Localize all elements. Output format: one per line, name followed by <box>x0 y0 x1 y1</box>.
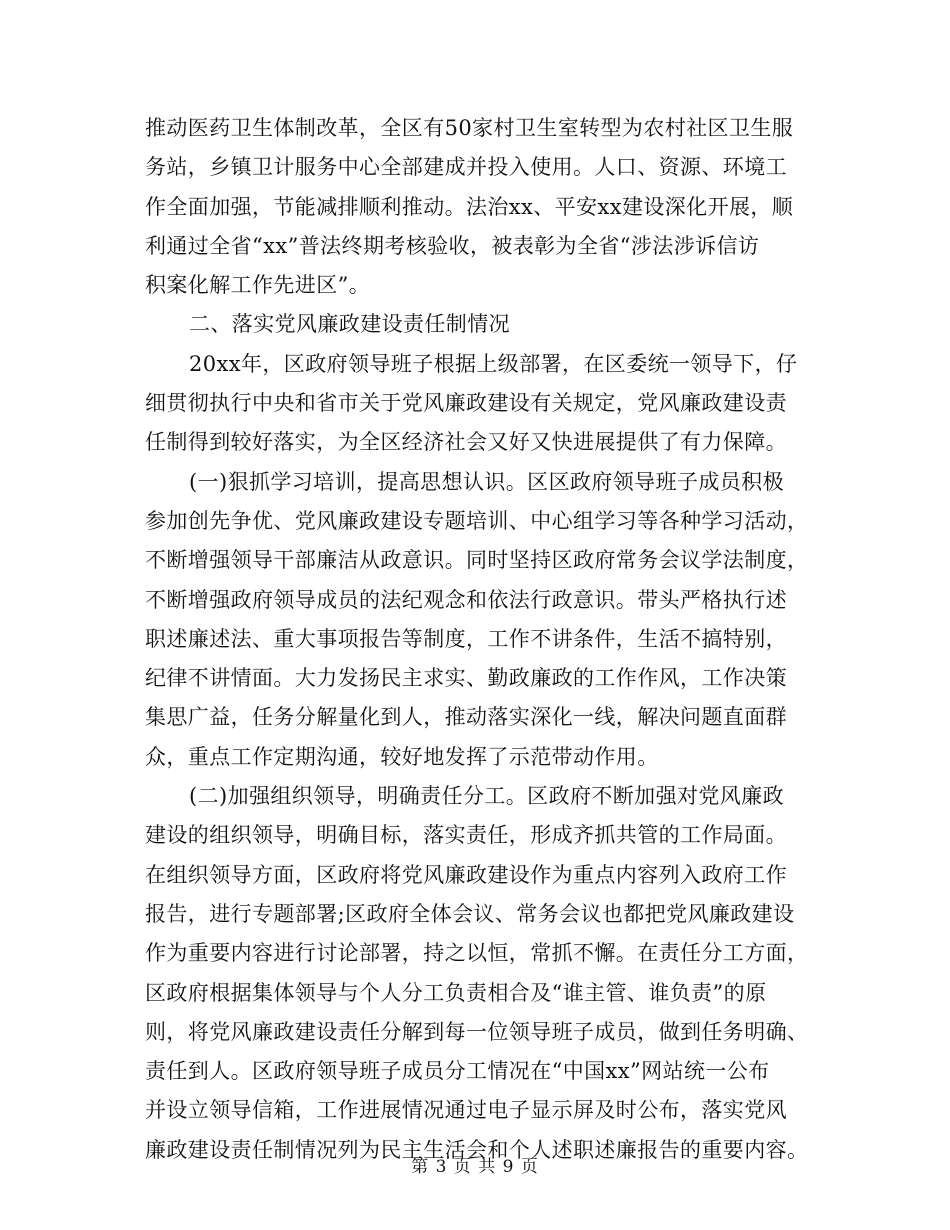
text-line: 职述廉述法、重大事项报告等制度，工作不讲条件，生活不搞特别， <box>145 626 787 651</box>
text-line: 建设的组织领导，明确目标，落实责任，形成齐抓共管的工作局面。 <box>145 823 787 848</box>
text-line: 任制得到较好落实，为全区经济社会又好又快进展提供了有力保障。 <box>145 430 787 455</box>
page-number: 第 3 页 共 9 页 <box>411 1157 539 1177</box>
text-line: 细贯彻执行中央和省市关于党风廉政建设有关规定，党风廉政建设责 <box>145 391 787 416</box>
text-line: 利通过全省“xx”普法终期考核验收，被表彰为全省“涉法涉诉信访 <box>145 233 760 258</box>
page-footer <box>0 1152 950 1177</box>
text-line: 报告，进行专题部署;区政府全体会议、常务会议也都把党风廉政建设 <box>145 901 795 926</box>
text-line: 区政府根据集体领导与个人分工负责相合及“谁主管、谁负责”的原 <box>145 980 767 1005</box>
text-line: 并设立领导信箱，工作进展情况通过电子显示屏及时公布，落实党风 <box>145 1098 787 1123</box>
text-line: 不断增强政府领导成员的法纪观念和依法行政意识。带头严格执行述 <box>145 587 787 612</box>
text-line: 廉政建设责任制情况列为民主生活会和个人述职述廉报告的重要内容。 <box>145 1137 809 1162</box>
section-heading: 二、落实党风廉政建设责任制情况 <box>189 312 510 337</box>
text-line: 责任到人。区政府领导班子成员分工情况在“中国xx”网站统一公布 <box>145 1059 770 1084</box>
text-line: (一)狠抓学习培训，提高思想认识。区区政府领导班子成员积极 <box>189 469 784 494</box>
text-line: 推动医药卫生体制改革，全区有50家村卫生室转型为农村社区卫生服 <box>145 116 794 140</box>
text-line: 在组织领导方面，区政府将党风廉政建设作为重点内容列入政府工作 <box>145 862 787 887</box>
text-line: 20xx年，区政府领导班子根据上级部署，在区委统一领导下，仔 <box>189 351 798 376</box>
text-line: 纪律不讲情面。大力发扬民主求实、勤政廉政的工作作风，工作决策 <box>145 666 787 691</box>
text-line: (二)加强组织领导，明确责任分工。区政府不断加强对党风廉政 <box>189 784 784 809</box>
text-line: 则，将党风廉政建设责任分解到每一位领导班子成员，做到任务明确、 <box>145 1019 809 1044</box>
text-line: 集思广益，任务分解量化到人，推动落实深化一线，解决问题直面群 <box>145 705 787 730</box>
text-line: 务站，乡镇卫计服务中心全部建成并投入使用。人口、资源、环境工 <box>145 155 787 180</box>
text-line: 积案化解工作先进区”。 <box>145 273 371 298</box>
text-line: 作为重要内容进行讨论部署，持之以恒，常抓不懈。在责任分工方面， <box>145 941 809 966</box>
text-line: 作全面加强，节能减排顺利推动。法治xx、平安xx建设深化开展，顺 <box>145 194 794 219</box>
text-line: 不断增强领导干部廉洁从政意识。同时坚持区政府常务会议学法制度， <box>145 548 809 573</box>
body-text <box>145 109 810 1170</box>
text-line: 参加创先争优、党风廉政建设专题培训、中心组学习等各种学习活动， <box>145 508 809 533</box>
text-line: 众，重点工作定期沟通，较好地发挥了示范带动作用。 <box>145 744 659 769</box>
